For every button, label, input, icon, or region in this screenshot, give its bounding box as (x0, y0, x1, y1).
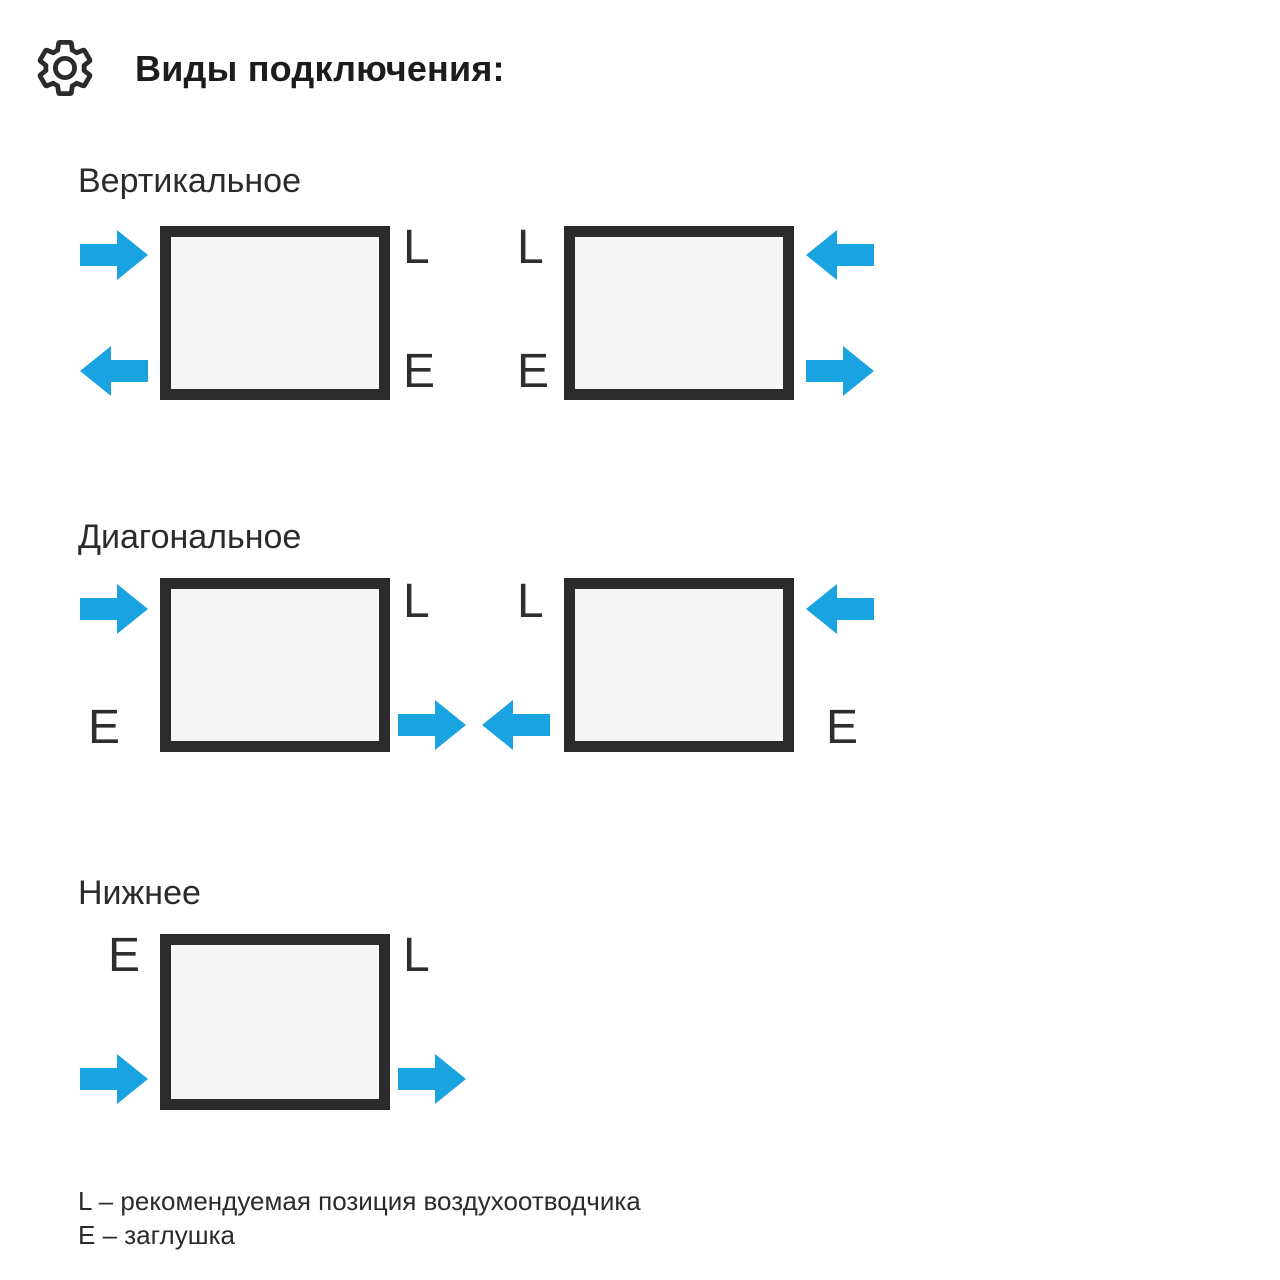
section-title-diagonal: Диагональное (78, 518, 302, 556)
legend-line-E: E – заглушка (78, 1220, 235, 1250)
radiator-rect (160, 578, 390, 752)
legend-line-L: L – рекомендуемая позиция воздухоотводчика (78, 1186, 641, 1216)
arrow-left-icon (80, 346, 148, 396)
section-title-vertical: Вертикальное (78, 162, 301, 200)
gear-icon (33, 36, 97, 100)
port-label-E: E (826, 701, 859, 754)
arrow-left-icon (806, 230, 874, 280)
port-label-L: L (403, 221, 430, 274)
port-label-L: L (403, 575, 430, 628)
arrow-right-icon (398, 700, 466, 750)
port-label-L: L (403, 929, 430, 982)
radiator-rect (564, 578, 794, 752)
port-label-E: E (403, 345, 436, 398)
arrow-right-icon (80, 230, 148, 280)
port-label-L: L (517, 221, 544, 274)
port-label-L: L (517, 575, 544, 628)
section-title-bottom: Нижнее (78, 874, 201, 912)
arrow-right-icon (80, 584, 148, 634)
radiator-rect (564, 226, 794, 400)
arrow-right-icon (80, 1054, 148, 1104)
port-label-E: E (88, 701, 121, 754)
radiator-rect (160, 226, 390, 400)
arrow-left-icon (482, 700, 550, 750)
radiator-rect (160, 934, 390, 1110)
arrow-left-icon (806, 584, 874, 634)
port-label-E: E (108, 929, 141, 982)
arrow-right-icon (398, 1054, 466, 1104)
port-label-E: E (517, 345, 550, 398)
page-title: Виды подключения: (135, 48, 505, 89)
arrow-right-icon (806, 346, 874, 396)
